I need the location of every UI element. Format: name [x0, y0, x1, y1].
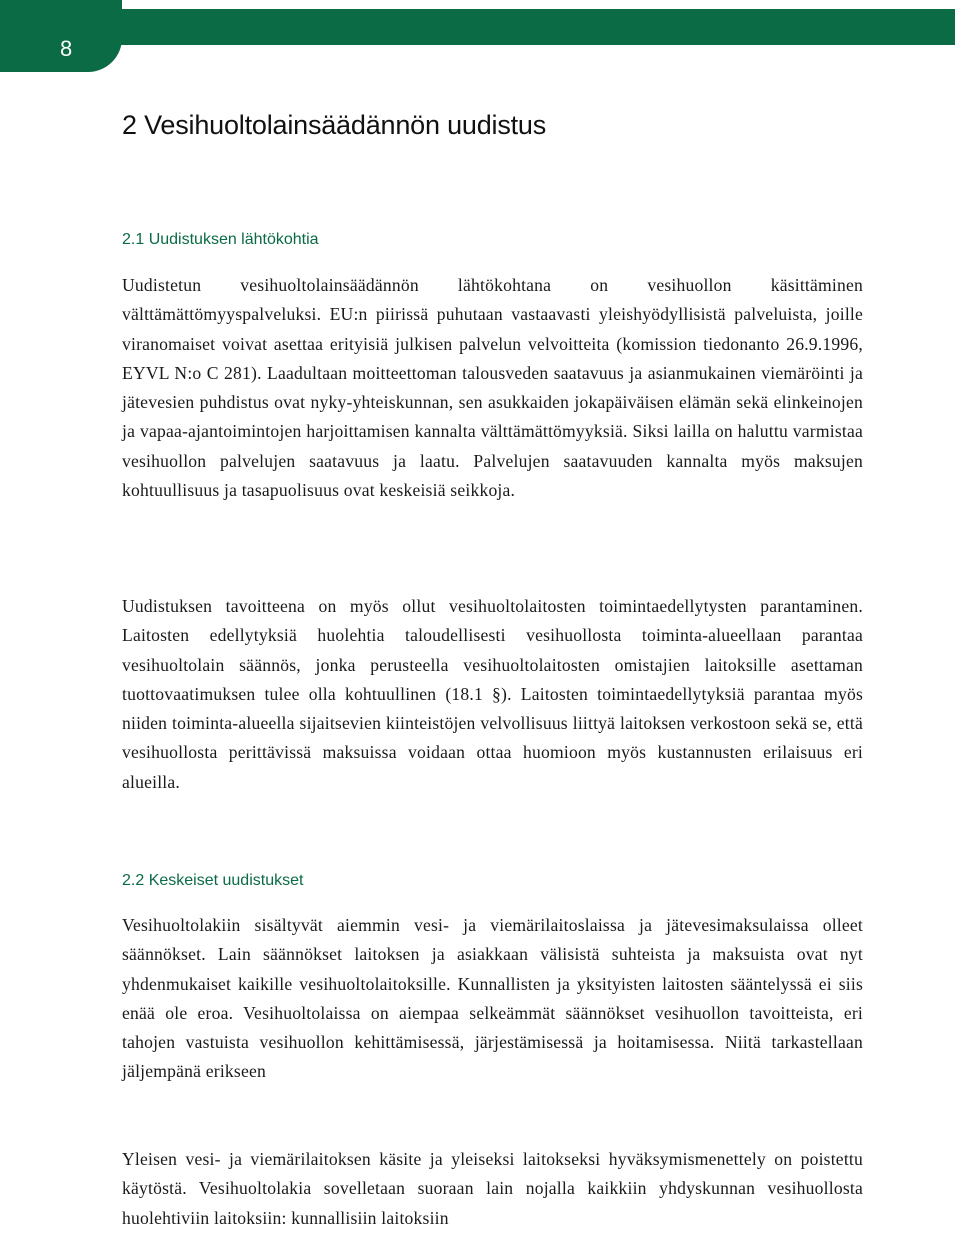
- section-heading-2-2: 2.2 Keskeiset uudistukset: [122, 872, 304, 889]
- paragraph-keskeiset: Vesihuoltolakiin sisältyvät aiemmin vesi- ja viemärilaitoslaissa ja jätevesimaksulaissa olleet säännökset. Lain säännökset laitoksen ja asiakkaan välisistä suhteista ja maksuista ovat nyt yhdenmukaiset kaikille vesihuoltolaitoksille. Kunnallisten ja yksityisten laitosten sääntelyssä ei siis enää ole eroa. Vesihuoltolaissa on aiempaa selkeämmät säännökset vesihuollon tavoitteista, eri tahojen vastuista vesihuollon kehittämisessä, järjestämisessä ja hoitamisessa. Niitä tarkastellaan jäljempänä erikseen: [122, 915, 863, 1082]
- page-number: 8: [60, 36, 73, 61]
- chapter-title: 2 Vesihuoltolainsäädännön uudistus: [122, 110, 547, 140]
- paragraph-lahtokohdat: Uudistetun vesihuoltolainsäädännön lähtökohtana on vesihuollon käsittäminen välttämättömyyspalveluksi. EU:n piirissä puhutaan vastaavasti yleishyödyllisistä palveluista, joille viranomaiset voivat asettaa erityisiä julkisen palvelun velvoitteita (komission tiedonanto 26.9.1996, EYVL N:o C 281). Laadultaan moitteettoman talousveden saatavuus ja asianmukainen viemäröinti ja jätevesien puhdistus ovat nyky-yhteiskunnan, sen asukkaiden jokapäiväisen elämän sekä elinkeinojen ja vapaa-ajantoimintojen harjoittamisen kannalta välttämättömyyksiä. Siksi lailla on haluttu varmistaa vesihuollon palvelujen saatavuus ja laatu. Palvelujen saatavuuden kannalta myös maksujen kohtuullisuus ja tasapuolisuus ovat keskeisiä seikkoja.: [122, 275, 863, 501]
- header-bar: [0, 9, 955, 45]
- paragraph-laitoksen-kasite: Yleisen vesi- ja viemärilaitoksen käsite ja yleiseksi laitokseksi hyväksymismenettely on poistettu käytöstä. Vesihuoltolakia sovelletaan suoraan lain nojalla kaikkiin yhdyskunnan vesihuollosta huolehtiviin laitoksiin: kunnallisiin laitoksiin: [122, 1149, 863, 1228]
- paragraph-tavoitteet: Uudistuksen tavoitteena on myös ollut vesihuoltolaitosten toimintaedellytysten parantaminen. Laitosten edellytyksiä huolehtia taloudellisesti vesihuollosta toiminta-alueellaan parantaa vesihuoltolain säännös, jonka perusteella vesihuoltolaitosten omistajien laitoksille asettaman tuottovaatimuksen tulee olla kohtuullinen (18.1 §). Laitosten toimintaedellytyksiä parantaa myös niiden toiminta-alueella sijaitsevien kiinteistöjen velvollisuus liittyä laitoksen verkostoon sekä se, että vesihuollosta perittävissä maksuissa voidaan ottaa huomioon myös kustannusten erilaisuus eri alueilla.: [122, 596, 863, 792]
- page-number-tab: [0, 0, 122, 72]
- section-heading-2-1: 2.1 Uudistuksen lähtökohtia: [122, 231, 319, 248]
